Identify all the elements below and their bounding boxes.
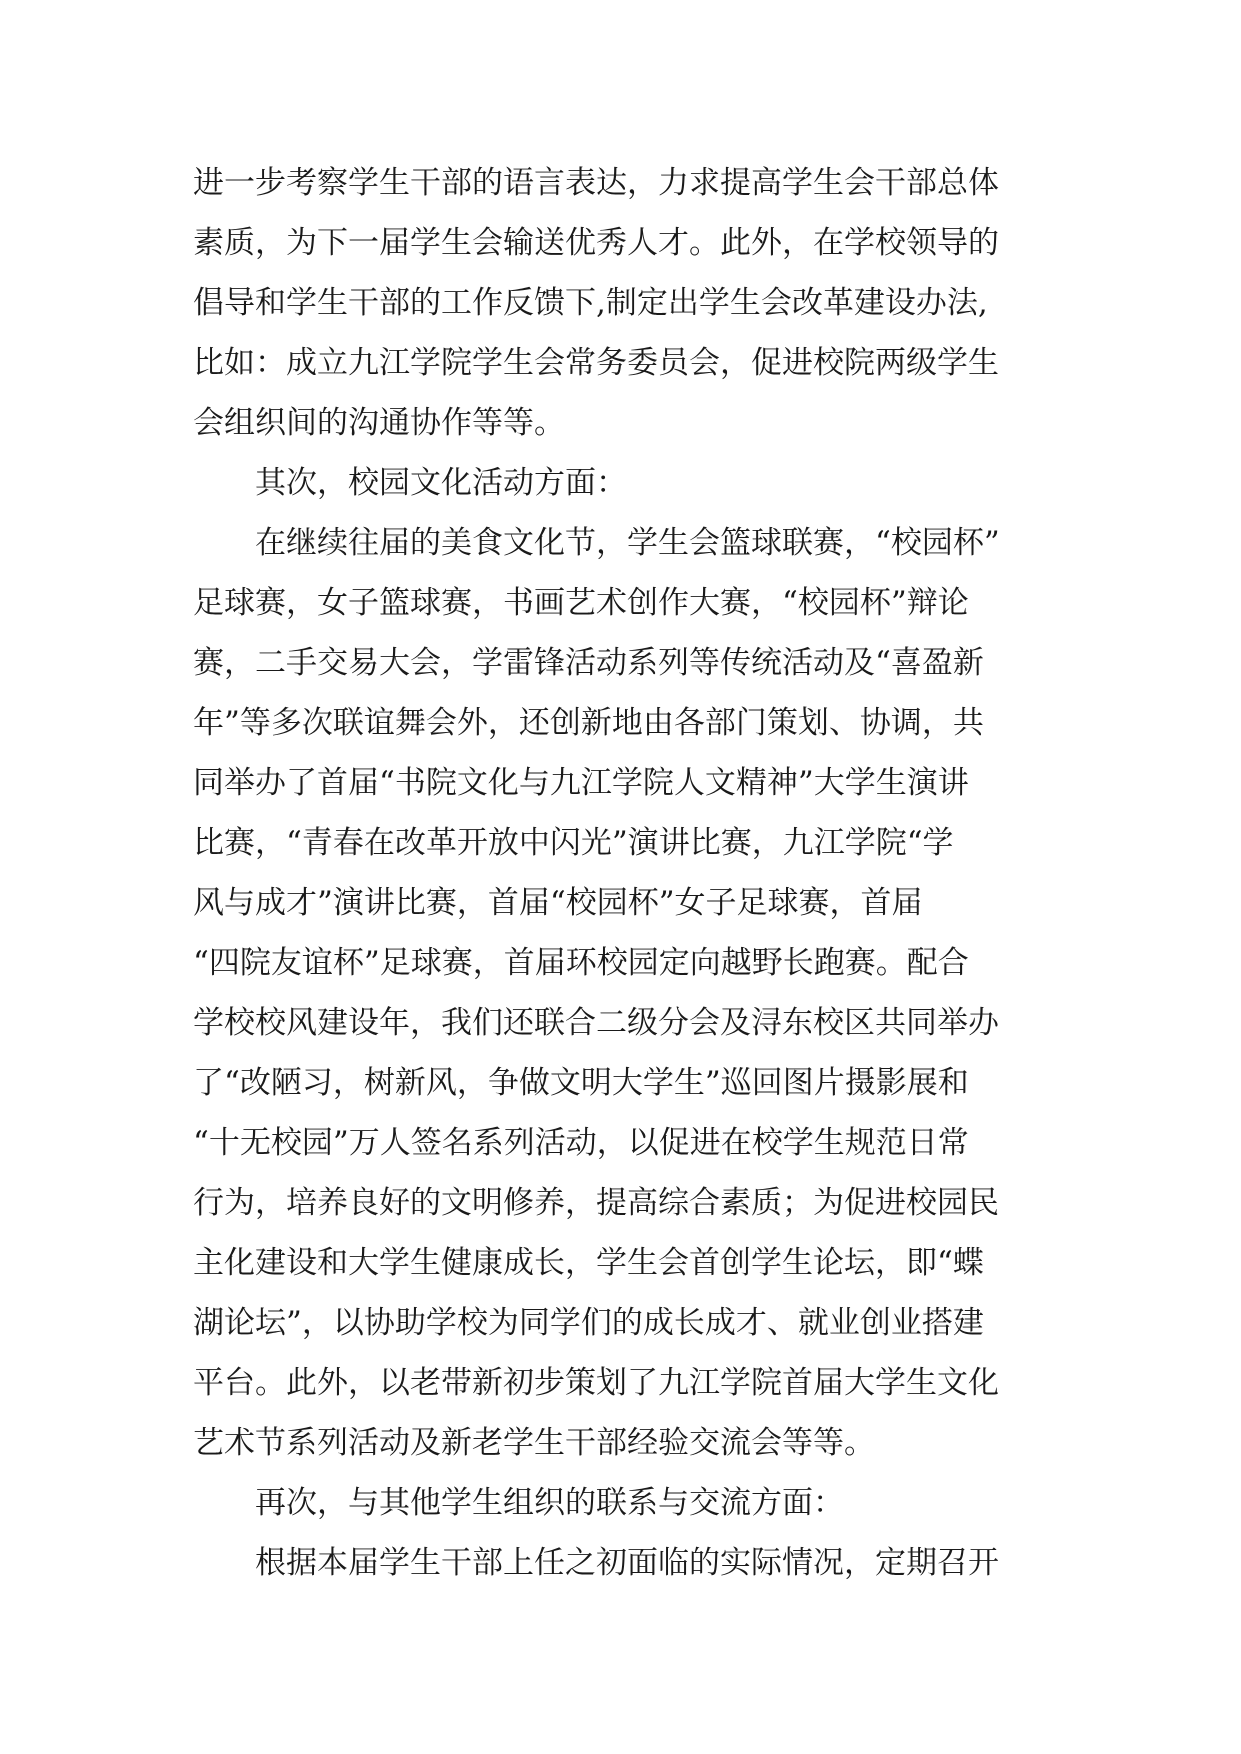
text-line: 平台。此外，以老带新初步策划了九江学院首届大学生文化 (193, 1365, 999, 1401)
text-line: 湖论坛”，以协助学校为同学们的成长成才、就业创业搭建 (193, 1305, 984, 1341)
text-line: “十无校园”万人签名系列活动，以促进在校学生规范日常 (193, 1125, 969, 1161)
text-line: 足球赛，女子篮球赛，书画艺术创作大赛，“校园杯”辩论 (193, 585, 969, 621)
text-line: 风与成才”演讲比赛，首届“校园杯”女子足球赛，首届 (193, 885, 923, 921)
section-heading-culture: 其次，校园文化活动方面： (255, 465, 627, 501)
text-line: 赛，二手交易大会，学雷锋活动系列等传统活动及“喜盈新 (193, 645, 984, 681)
text-line: 比赛，“青春在改革开放中闪光”演讲比赛，九江学院“学 (193, 825, 954, 861)
text-line: 同举办了首届“书院文化与九江学院人文精神”大学生演讲 (193, 765, 969, 801)
text-line: 主化建设和大学生健康成长，学生会首创学生论坛，即“蝶 (193, 1245, 984, 1281)
text-line: “四院友谊杯”足球赛，首届环校园定向越野长跑赛。配合 (193, 945, 969, 981)
text-line: 了“改陋习，树新风，争做文明大学生”巡回图片摄影展和 (193, 1065, 969, 1101)
text-line: 行为，培养良好的文明修养，提高综合素质；为促进校园民 (193, 1185, 999, 1221)
text-line: 比如：成立九江学院学生会常务委员会，促进校院两级学生 (193, 345, 999, 381)
section-heading-exchange: 再次，与其他学生组织的联系与交流方面： (255, 1485, 844, 1521)
text-line: 艺术节系列活动及新老学生干部经验交流会等等。 (193, 1425, 875, 1461)
text-line: 进一步考察学生干部的语言表达，力求提高学生会干部总体 (193, 165, 999, 201)
text-line: 会组织间的沟通协作等等。 (193, 405, 565, 441)
text-line: 根据本届学生干部上任之初面临的实际情况，定期召开 (255, 1545, 999, 1581)
text-line: 在继续往届的美食文化节，学生会篮球联赛，“校园杯” (255, 525, 1000, 561)
text-line: 年”等多次联谊舞会外，还创新地由各部门策划、协调，共 (193, 705, 984, 741)
text-line: 倡导和学生干部的工作反馈下,制定出学生会改革建设办法, (193, 285, 988, 321)
text-line: 学校校风建设年，我们还联合二级分会及浔东校区共同举办 (193, 1005, 999, 1041)
text-line: 素质，为下一届学生会输送优秀人才。此外，在学校领导的 (193, 225, 999, 261)
